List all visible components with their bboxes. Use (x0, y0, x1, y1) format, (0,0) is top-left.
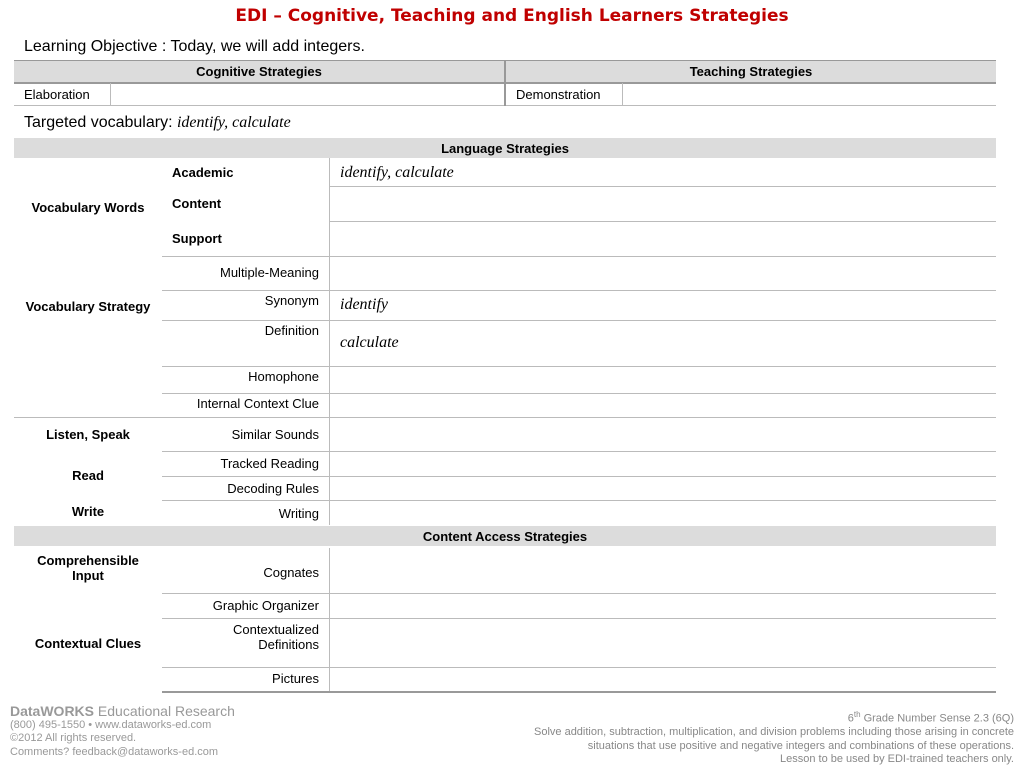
synonym-label: Synonym (264, 293, 319, 308)
pictures-label: Pictures (272, 671, 319, 686)
tracked-reading-label: Tracked Reading (220, 456, 319, 471)
footer-contact: (800) 495-1550 • www.dataworks-ed.com (10, 718, 212, 731)
multiple-meaning-value (329, 256, 996, 290)
decoding-rules-label: Decoding Rules (227, 481, 319, 496)
footer-right (534, 708, 1014, 767)
language-strategies-header: Language Strategies (14, 138, 996, 158)
teaching-item-value (623, 83, 996, 106)
footer-copyright: ©2012 All rights reserved. (10, 732, 137, 744)
comprehensible-input-label: Comprehensible Input (37, 553, 139, 583)
content-access-header: Content Access Strategies (14, 526, 996, 546)
teaching-header: Teaching Strategies (506, 61, 996, 82)
pictures-value (329, 667, 996, 691)
targeted-vocabulary-words: identify, calculate (176, 114, 291, 131)
support-label: Support (172, 231, 222, 246)
similar-sounds-value (329, 417, 996, 451)
cognitive-header: Cognitive Strategies (14, 61, 504, 82)
listen-speak-label: Listen, Speak (46, 427, 130, 442)
homophone-label: Homophone (248, 369, 319, 384)
write-label: Write (71, 504, 105, 519)
cognitive-item-value (111, 83, 504, 106)
grade-standard (534, 708, 1014, 726)
graphic-organizer-label: Graphic Organizer (212, 598, 319, 613)
brand-logo (10, 705, 235, 719)
academic-label: Academic (172, 165, 234, 180)
internal-context-clue-label: Internal Context Clue (196, 396, 319, 411)
targeted-vocabulary-label: Targeted vocabulary: (24, 114, 173, 131)
academic-value: identify, calculate (329, 158, 996, 186)
content-label: Content (172, 196, 222, 211)
usage-note: Lesson to be used by EDI-trained teachers only. (780, 753, 1014, 766)
contextual-clues-label: Contextual Clues (34, 636, 142, 651)
standard-description-1: Solve addition, subtraction, multiplication, and division problems including those arising in concrete (534, 726, 1014, 739)
similar-sounds-label: Similar Sounds (231, 427, 319, 442)
learning-objective: Learning Objective : Today, we will add integers. (24, 38, 365, 55)
decoding-rules-value (329, 476, 996, 500)
contextualized-definitions-value (329, 618, 996, 667)
cognates-value (329, 548, 996, 593)
grade-standard-text: Grade Number Sense 2.3 (6Q) (860, 712, 1014, 725)
support-value (329, 221, 996, 256)
cognates-label: Cognates (263, 565, 319, 580)
multiple-meaning-label: Multiple-Meaning (220, 265, 319, 280)
writing-value (329, 500, 996, 525)
standard-description-2: situations that use positive and negative integers and combinations of these operations. (587, 739, 1014, 752)
brand-tagline: Educational Research (94, 703, 235, 719)
definition-label: Definition (264, 323, 319, 338)
grade-number: 6 (847, 712, 854, 725)
content-value (329, 186, 996, 221)
writing-label: Writing (278, 506, 319, 521)
cognitive-item: Elaboration (14, 83, 111, 106)
graphic-organizer-value (329, 593, 996, 618)
read-label: Read (72, 468, 104, 483)
vocabulary-strategy-label: Vocabulary Strategy (25, 299, 151, 314)
footer-left (10, 705, 235, 759)
vocabulary-words-label: Vocabulary Words (31, 200, 145, 215)
footer-feedback: Comments? feedback@dataworks-ed.com (10, 745, 219, 758)
homophone-value (329, 366, 996, 393)
table-bottom-border (162, 691, 996, 693)
definition-value: calculate (329, 320, 996, 366)
synonym-value: identify (329, 290, 996, 320)
targeted-vocabulary (24, 114, 291, 132)
brand-name: DataWORKS (10, 703, 95, 719)
grade-suffix: th (853, 710, 861, 719)
contextualized-definitions-label: Contextualized Definitions (233, 622, 319, 652)
tracked-reading-value (329, 451, 996, 476)
internal-context-clue-value (329, 393, 996, 417)
teaching-item: Demonstration (506, 83, 623, 106)
page-title: EDI – Cognitive, Teaching and English Learners Strategies (235, 6, 789, 26)
